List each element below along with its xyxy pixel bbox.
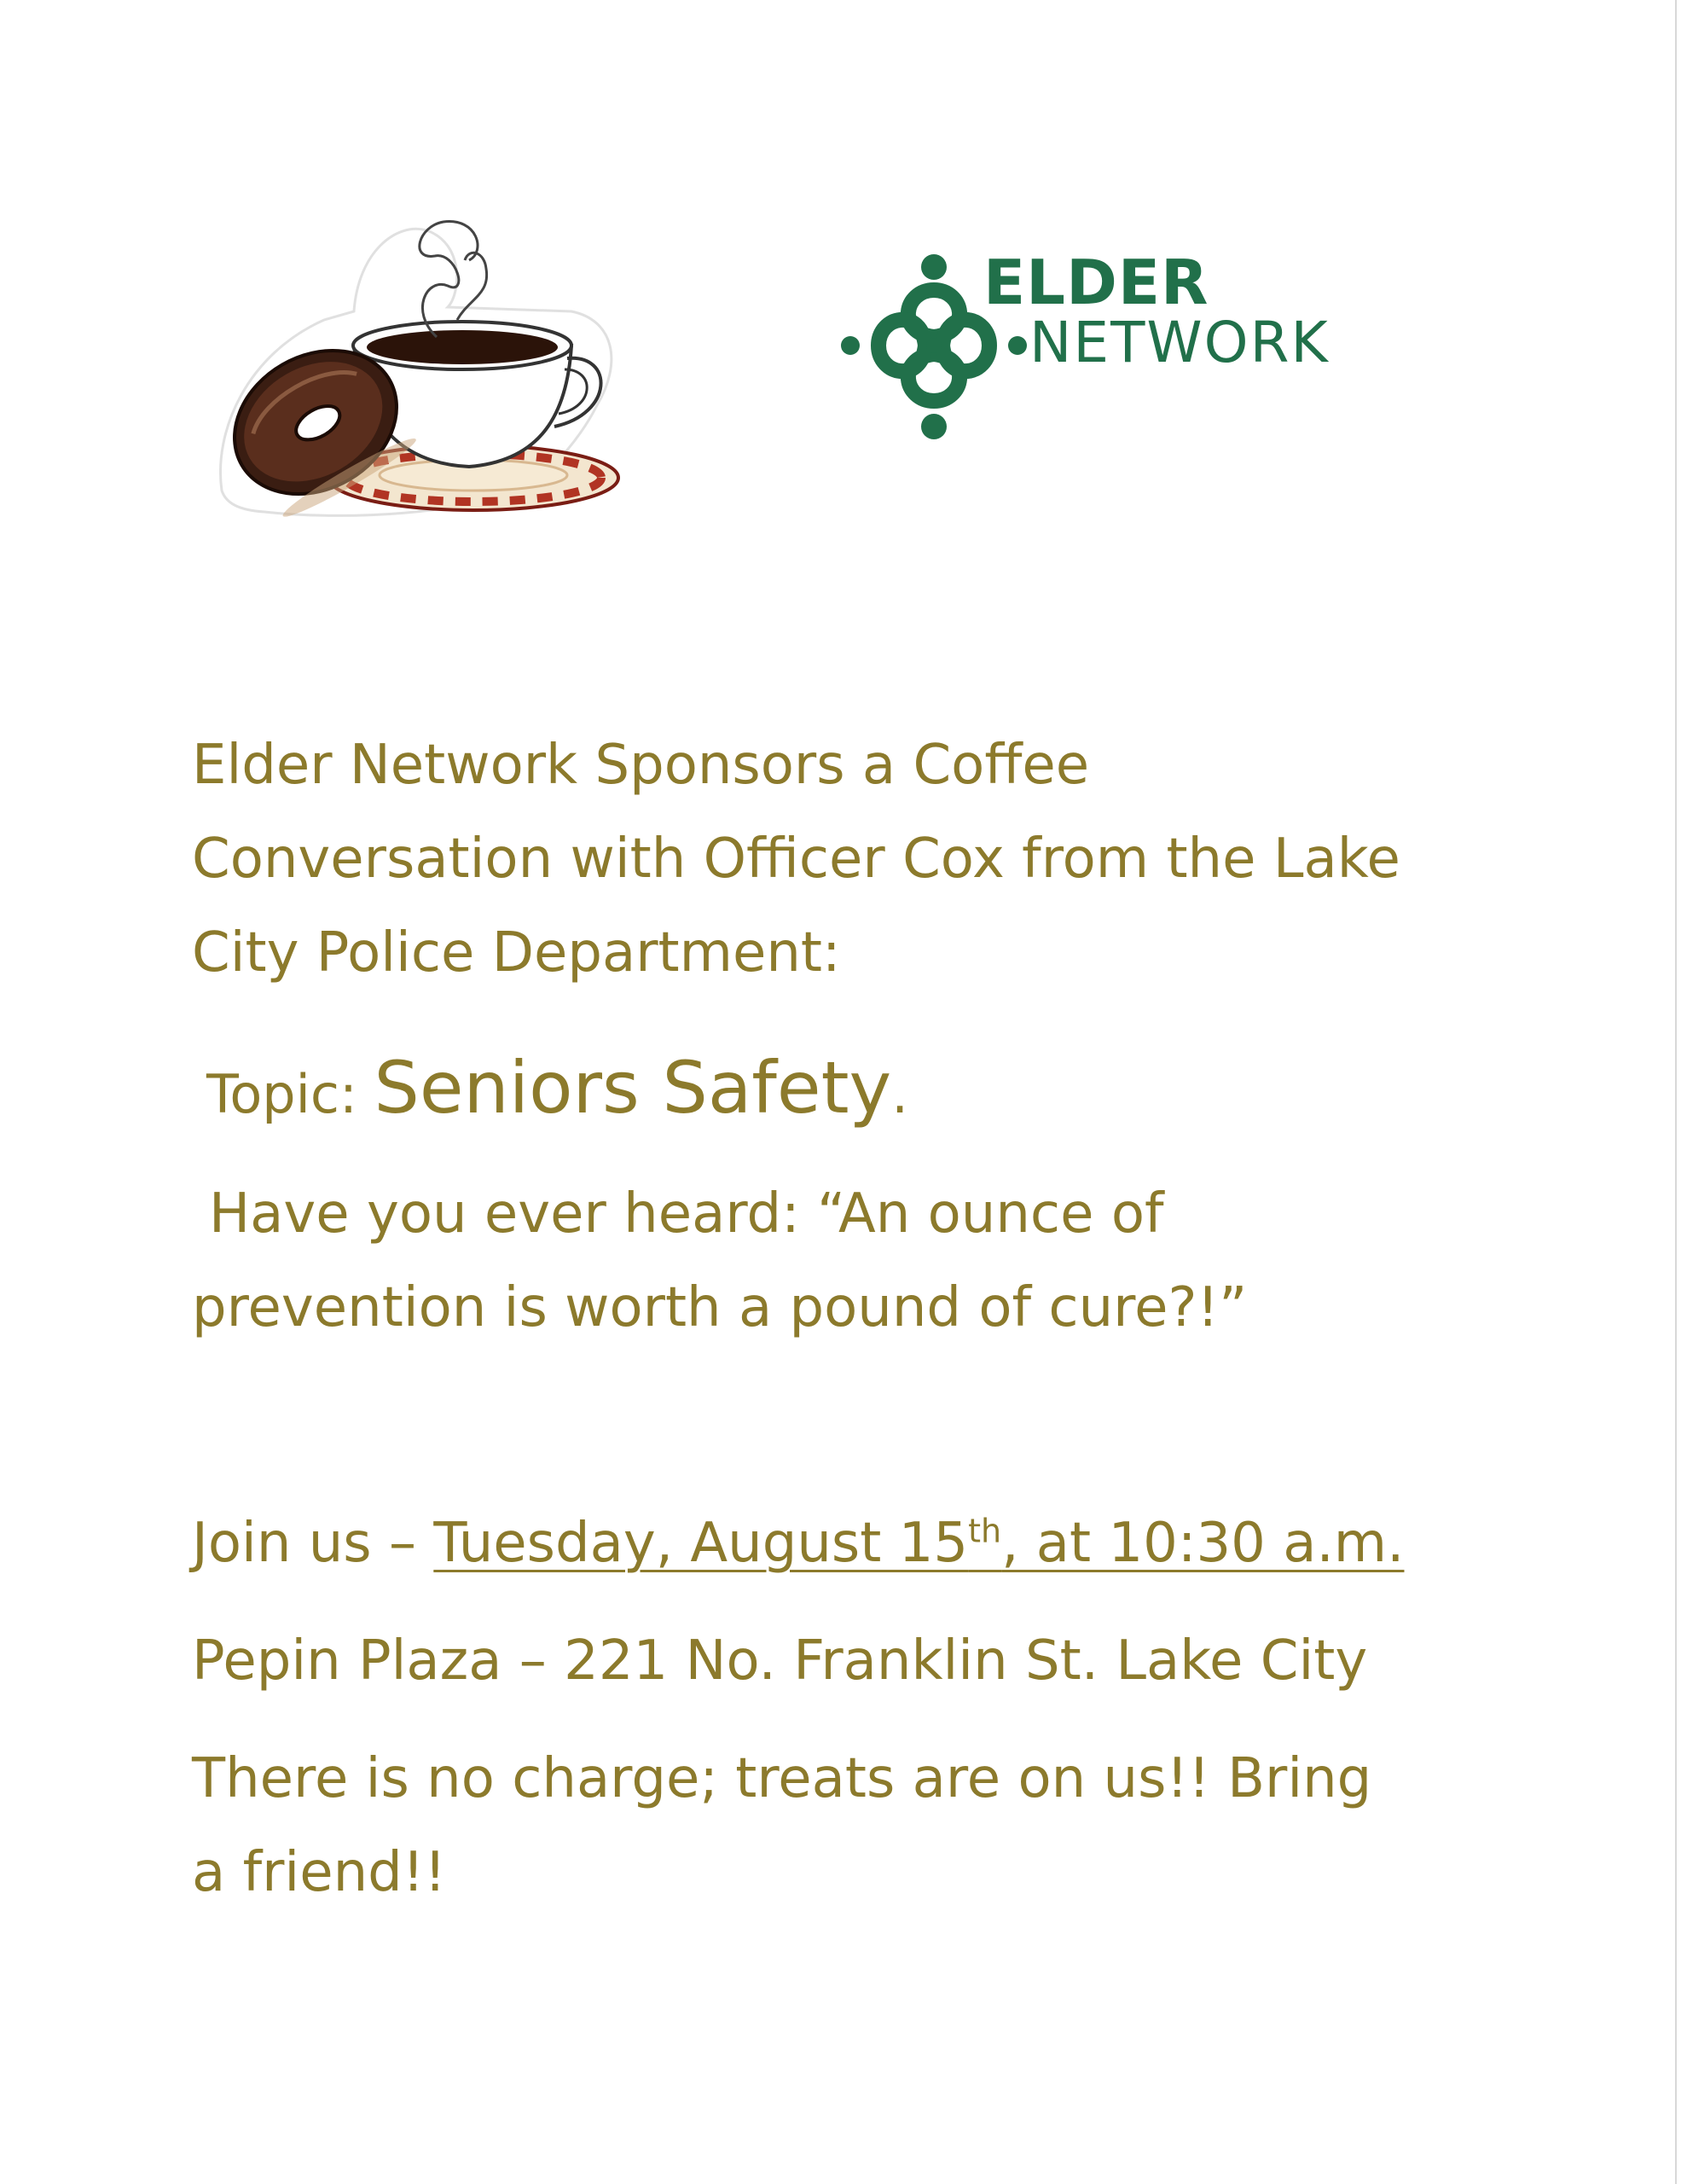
quote-line-1: Have you ever heard: “An ounce of bbox=[209, 1182, 1164, 1246]
event-date-line bbox=[192, 1496, 1522, 1590]
event-date-time: , at 10:30 a.m. bbox=[1001, 1512, 1405, 1575]
closing-note-line-2: a friend!! bbox=[192, 1841, 447, 1904]
intro-line-1: Elder Network Sponsors a Coffee bbox=[192, 734, 1090, 797]
topic-label: Topic: bbox=[206, 1063, 374, 1125]
event-date-main: Tuesday, August 15 bbox=[433, 1512, 969, 1575]
closing-note-line-1: There is no charge; treats are on us!! Bring bbox=[192, 1747, 1372, 1810]
event-date bbox=[433, 1512, 1404, 1575]
event-location: Pepin Plaza – 221 No. Franklin St. Lake City bbox=[192, 1629, 1368, 1693]
coffee-cup-and-donut-icon bbox=[213, 218, 631, 525]
intro-paragraph bbox=[192, 718, 1522, 1000]
intro-line-3: City Police Department: bbox=[192, 921, 841, 985]
topic-value: Seniors Safety bbox=[374, 1046, 892, 1130]
intro-line-2: Conversation with Officer Cox from the Lake bbox=[192, 828, 1400, 891]
logo-word-elder: ELDER bbox=[983, 247, 1209, 318]
page-edge bbox=[1675, 0, 1677, 2184]
topic-line bbox=[206, 1037, 1537, 1146]
elder-network-logo bbox=[840, 247, 1386, 448]
closing-note bbox=[192, 1732, 1522, 1920]
event-date-suffix: th bbox=[968, 1512, 1002, 1550]
quote-paragraph bbox=[192, 1167, 1522, 1355]
logo-word-network: NETWORK bbox=[1029, 310, 1330, 375]
quote-line-2: prevention is worth a pound of cure?!” bbox=[192, 1276, 1248, 1339]
join-us-label: Join us – bbox=[192, 1512, 434, 1575]
topic-period: . bbox=[891, 1063, 908, 1125]
